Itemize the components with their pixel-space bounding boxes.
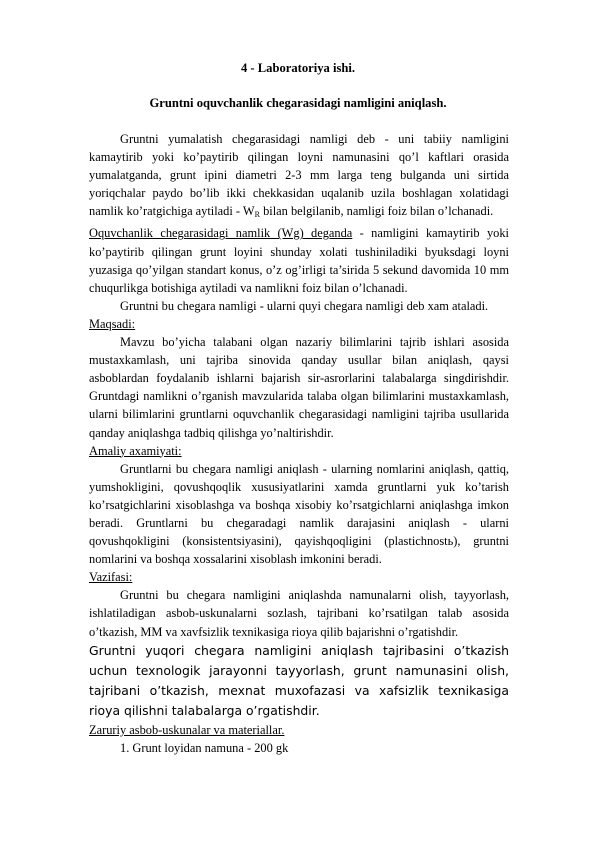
paragraph-vazifasi: Gruntni bu chegara namligini aniqlashda namunalarni olish, tayyorlash, ishlatiladigan asbob-uskunalarni sozlash, tajribani ko’rsatilgan talab asosida o’tkazish, MM va xavfsizlik texnikasiga rioya qilib bajarishni o’rgatishdir. — [89, 588, 509, 639]
paragraph-definition-rolling-limit — [89, 130, 509, 224]
heading-maqsadi: Maqsadi: — [89, 316, 136, 331]
paragraph-amaliy: Gruntlarni bu chegara namligi aniqlash - ularning nomlarini aniqlash, qattiq, yumshokligini, qovushqoqlik xususiyatlarini xamda gruntlarni yuk ko’tarish ko’rsatgichlarini xisoblashga va boshqa xisobiy ko’rsatgichlarni aniqlashga imkon beradi. Gruntlarni bu chegaradagi namlik darajasini aniqlash - ularni qovushqokligini (konsistentsiyasini), qayishqoqligini (plastichnostь), gruntni nomlarini va boshqa xossalarini xisoblash imkonini beradi. — [89, 461, 509, 567]
paragraph-text: - namligini kamaytirib yoki ko’paytirib qilingan grunt loyini shunday xolati tushiniladiki byuksdagi loyni yuzasiga qo’yilgan standart konus, o’z og’irligi ta’sirida 5 sekund davomida 10 mm chuqurlikga botishiga aytiladi va namlikni foiz bilan o’lchanadi. — [89, 226, 509, 295]
paragraph-vazifasi-extra: Gruntni yuqori chegara namligini aniqlash tajribasini o’tkazish uchun texnologik jarayonni tayyorlash, grunt namunasini olish, tajribani o’tkazish, mexnat muxofazasi va xafsizlik texnikasiga rioya qilishni talabalarga o’rgatishdir. — [89, 642, 509, 718]
page-title: 4 - Laboratoriya ishi. — [240, 61, 356, 75]
heading-zaruriy: Zaruriy asbob-uskunalar va materiallar. — [89, 722, 285, 737]
paragraph-text-end: bilan belgilanib, namligi foiz bilan o’lchanadi. — [259, 204, 494, 219]
heading-amaliy: Amaliy axamiyati: — [89, 443, 182, 458]
heading-vazifasi: Vazifasi: — [89, 570, 133, 585]
document-body — [89, 130, 509, 757]
paragraph-definition-flow-limit — [89, 224, 509, 296]
subscript-r: R — [254, 210, 260, 220]
underlined-term: Oquvchanlik chegarasidagi namlik (Wg) deganda — [89, 226, 353, 241]
paragraph-text: Gruntni yumalatish chegarasidagi namligi deb - uni tabiiy namligini kamaytirib yoki ko’paytirib qilingan loyni namunasini qo’l kaftlari orasida yumalatganda, grunt ipini diametri 2-3 mm larga teng bulganda uni sirtida yoriqchalar paydo bo’lib ikki chekkasidan uqalanib uzila boshlagan xolatidagi namlik ko’ratgichiga aytiladi - W — [89, 132, 509, 219]
paragraph-maqsadi: Mavzu bo’yicha talabani olgan nazariy bilimlarini tajrib ishlari asosida mustaxkamlash, uni tajriba sinovida qanday usullar bilan aniqlash, qaysi asboblardan foydalanib ishlarni bajarish sir-asrorlarini talabalarga singdirishdir. Gruntdagi namlikni o’rganish mavzularida talaba olgan bilimlarini mustaxkamlash, ularni bilimlarini gruntlarni oquvchanlik chegarasidagi namligini tajriba usullarida qanday aniqlashga tadbiq qilishga yo’naltirishdir. — [89, 335, 509, 440]
list-item: 1. Grunt loyidan namuna - 200 gk — [120, 740, 289, 755]
page-subtitle: Gruntni oquvchanlik chegarasidagi namligini aniqlash. — [149, 96, 447, 110]
paragraph-note: Gruntni bu chegara namligi - ularni quyi chegara namligi deb xam ataladi. — [120, 298, 489, 313]
